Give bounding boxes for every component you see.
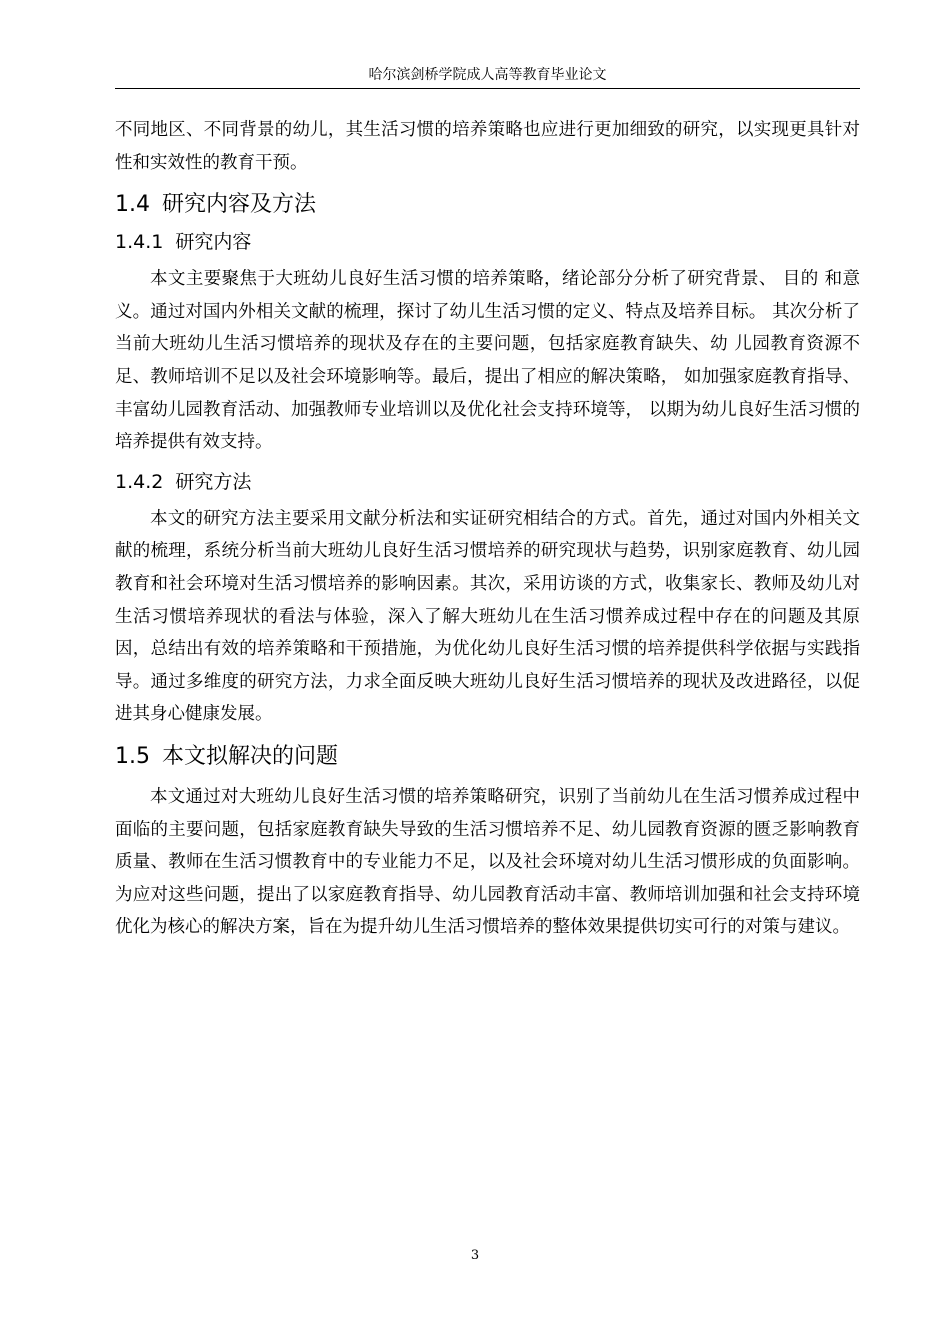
section-number: 1.4.2 [115, 470, 164, 493]
section-title: 研究内容及方法 [162, 192, 317, 218]
section-title: 研究内容 [175, 231, 252, 254]
paragraph-problems: 本文通过对大班幼儿良好生活习惯的培养策略研究，识别了当前幼儿在生活习惯养成过程中面临的主要问题，包括家庭教育缺失导致的生活习惯培养不足、幼儿园教育资源的匮乏影响教育质量、教师在生活习惯教育中的专业能力不足，以及社会环境对幼儿生活习惯形成的负面影响。为应对这些问题，提出了以家庭教育指导、幼儿园教育活动丰富、教师培训加强和社会支持环境优化为核心的解决方案，旨在为提升幼儿生活习惯培养的整体效果提供切实可行的对策与建议。 [115, 786, 860, 938]
section-number: 1.5 [115, 743, 150, 769]
page-number: 3 [470, 1248, 480, 1263]
continued-paragraph: 不同地区、不同背景的幼儿，其生活习惯的培养策略也应进行更加细致的研究，以实现更具针对性和实效性的教育干预。 [115, 120, 860, 173]
section-heading-1-4-1 [115, 229, 860, 255]
section-number: 1.4.1 [115, 231, 164, 254]
section-number: 1.4 [115, 192, 150, 218]
header-rule [115, 88, 860, 89]
section-title: 本文拟解决的问题 [162, 743, 339, 769]
paragraph-research-method: 本文的研究方法主要采用文献分析法和实证研究相结合的方式。首先，通过对国内外相关文献的梳理，系统分析当前大班幼儿良好生活习惯培养的研究现状与趋势，识别家庭教育、幼儿园教育和社会环境对生活习惯培养的影响因素。其次，采用访谈的方式，收集家长、教师及幼儿对生活习惯培养现状的看法与体验，深入了解大班幼儿在生活习惯养成过程中存在的问题及其原因，总结出有效的培养策略和干预措施，为优化幼儿良好生活习惯的培养提供科学依据与实践指导。通过多维度的研究方法，力求全面反映大班幼儿良好生活习惯培养的现状及改进路径，以促进其身心健康发展。 [115, 508, 860, 725]
section-heading-1-5 [115, 743, 860, 771]
paragraph-research-content: 本文主要聚焦于大班幼儿良好生活习惯的培养策略，绪论部分分析了研究背景、 目的 和意义。通过对国内外相关文献的梳理，探讨了幼儿生活习惯的定义、特点及培养目标。 其次分析了当前大班幼儿生活习惯培养的现状及存在的主要问题，包括家庭教育缺失、幼 儿园教育资源不足、教师培训不足以及社会环境影响等。最后，提出了相应的解决策略， 如加强家庭教育指导、丰富幼儿园教育活动、加强教师专业培训以及优化社会支持环境等， 以期为幼儿良好生活习惯的培养提供有效支持。 [115, 269, 860, 453]
section-heading-1-4 [115, 191, 860, 219]
section-title: 研究方法 [175, 470, 252, 493]
page-header: 哈尔滨剑桥学院成人高等教育毕业论文 [368, 67, 607, 83]
document-body [115, 114, 860, 944]
section-heading-1-4-2 [115, 469, 860, 495]
